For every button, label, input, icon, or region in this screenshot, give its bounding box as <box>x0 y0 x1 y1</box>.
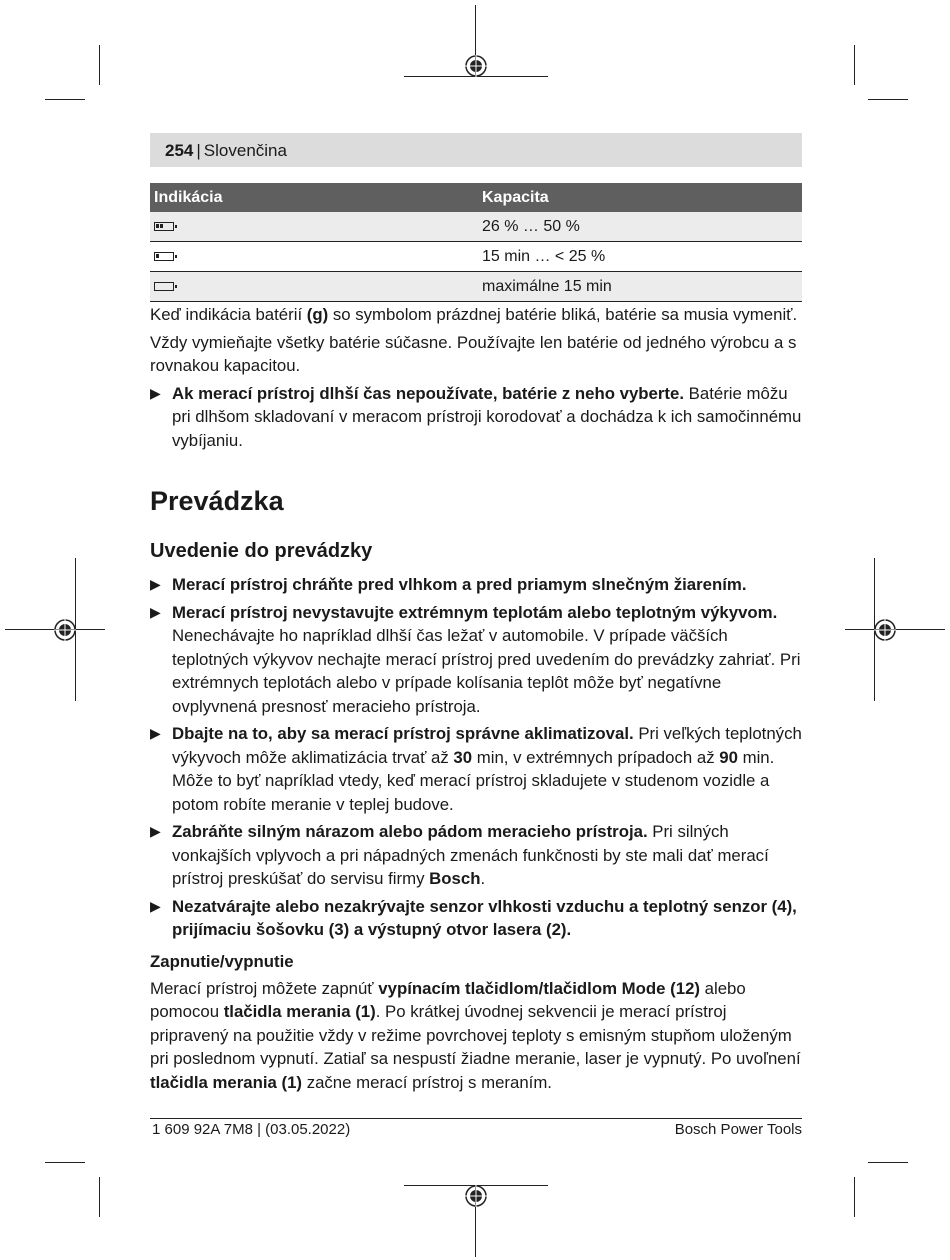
capacity-cell: maximálne 15 min <box>478 272 802 302</box>
page-number: 254 <box>165 141 194 160</box>
capacity-cell: 26 % … 50 % <box>478 212 802 242</box>
list-item: ▶ Zabráňte silným nárazom alebo pádom meracieho prístroja. Pri silných vonkajších vplyvoch a pri nápadných zmenách funkčnosti by ste mali dať merací prístroj preskúšať do servisu firmy Bosch. <box>150 822 769 888</box>
bullet-arrow-icon: ▶ <box>150 603 161 620</box>
page-language: Slovenčina <box>203 141 287 160</box>
bullet-arrow-icon: ▶ <box>150 725 161 741</box>
footer-brand: Bosch Power Tools <box>674 1121 802 1138</box>
battery-low-icon <box>154 252 174 261</box>
registration-mark-icon <box>465 55 487 77</box>
capacity-cell: 15 min … < 25 % <box>478 242 802 272</box>
paragraph: Keď indikácia batérií (g) so symbolom prázdnej batérie bliká, batérie sa musia vymeniť. <box>150 305 798 324</box>
battery-empty-icon <box>154 282 174 291</box>
paragraph: Vždy vymieňajte všetky batérie súčasne. Používajte len batérie od jedného výrobcu a s rovnakou kapacitou. <box>150 332 797 375</box>
battery-half-icon <box>154 222 174 231</box>
subheading: Zapnutie/vypnutie <box>150 951 294 971</box>
list-item: ▶ Nezatvárajte alebo nezakrývajte senzor vlhkosti vzduchu a teplotný senzor (4), prijímaciu šošovku (3) a výstupný otvor lasera (2). <box>150 896 797 939</box>
crop-mark <box>99 1177 100 1217</box>
list-item: ▶ Ak merací prístroj dlhší čas nepoužívate, batérie z neho vyberte. Batérie môžu pri dlhšom skladovaní v meracom prístroji korodovať a dochádza k ich samočinnému vybíjaniu. <box>150 383 802 450</box>
list-item: ▶ Dbajte na to, aby sa merací prístroj správne aklimatizoval. Pri veľkých teplotných výkyvoch môže aklimatizácia trvať až 30 min, v extrémnych prípadoch až 90 min. Môže to byť napríklad vtedy, keď merací prístroj skladujete v studenom vozidle a potom robíte meranie v teplej budove. <box>150 724 802 814</box>
registration-mark-icon <box>54 619 76 641</box>
page-content <box>150 303 804 1098</box>
subsection-title: Uvedenie do prevádzky <box>150 540 373 562</box>
table-row <box>150 212 802 242</box>
list-item: ▶ Merací prístroj chráňte pred vlhkom a pred priamym slnečným žiarením. <box>150 573 804 597</box>
crop-mark <box>868 1162 908 1163</box>
list-item: ▶ Merací prístroj nevystavujte extrémnym teplotám alebo teplotným výkyvom. Nenechávajte ho napríklad dlhší čas ležať v automobile. V prípade väčších teplotných výkyvov nechajte merací prístroj pred uvedením do prevádzky zahriať. Pri extrémnych teplotách alebo v prípade kolísania teplôt môže byť negatívne ovplyvnená presnosť meracieho prístroja. <box>150 602 801 716</box>
table-header-row <box>150 183 802 212</box>
crop-mark <box>45 99 85 100</box>
footer-doc-number: 1 609 92A 7M8 | (03.05.2022) <box>152 1121 351 1138</box>
crop-mark <box>99 45 100 85</box>
crop-mark <box>45 1162 85 1163</box>
table-row <box>150 272 802 302</box>
registration-mark-icon <box>465 1185 487 1207</box>
column-header: Indikácia <box>150 183 478 212</box>
page-header <box>150 133 802 167</box>
bullet-arrow-icon: ▶ <box>150 823 161 839</box>
crop-mark <box>854 1177 855 1217</box>
table-row <box>150 242 802 272</box>
bullet-arrow-icon: ▶ <box>150 897 161 914</box>
crop-mark <box>854 45 855 85</box>
paragraph: Merací prístroj môžete zapnúť vypínacím tlačidlom/tlačidlom Mode (12) alebo pomocou tlačidla merania (1). Po krátkej úvodnej sekvencii je merací prístroj pripravený na použitie vždy v režime povrchovej teploty s emisným stupňom uloženým pri poslednom vypnutí. Zatiaľ sa nespustí žiadne meranie, laser je vypnutý. Po uvoľnení tlačidla merania (1) začne merací prístroj s meraním. <box>150 978 801 1092</box>
registration-mark-icon <box>874 619 896 641</box>
crop-mark <box>868 99 908 100</box>
footer-divider <box>150 1118 802 1119</box>
section-title: Prevádzka <box>150 486 284 516</box>
header-separator: | <box>196 141 201 160</box>
battery-capacity-table <box>150 183 802 302</box>
bullet-arrow-icon: ▶ <box>150 576 161 592</box>
column-header: Kapacita <box>478 183 802 212</box>
bullet-arrow-icon: ▶ <box>150 384 161 401</box>
